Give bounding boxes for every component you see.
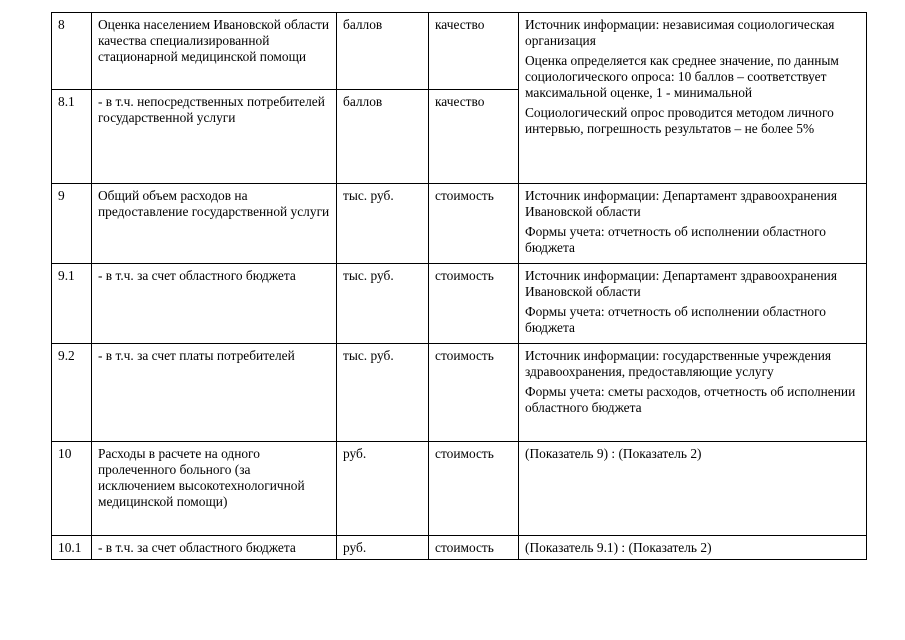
row-number: 9.1 xyxy=(52,264,92,344)
unit-cell: тыс. руб. xyxy=(337,344,429,442)
unit-cell: тыс. руб. xyxy=(337,184,429,264)
table-row xyxy=(52,13,867,90)
unit-cell: руб. xyxy=(337,536,429,560)
type-cell: качество xyxy=(429,90,519,184)
indicator-name: - в т.ч. непосредственных потребителей государственной услуги xyxy=(92,90,337,184)
description-cell xyxy=(519,13,867,184)
type-cell: стоимость xyxy=(429,264,519,344)
indicator-name: Общий объем расходов на предоставление государственной услуги xyxy=(92,184,337,264)
indicators-table xyxy=(51,12,867,560)
description-cell xyxy=(519,184,867,264)
table-row xyxy=(52,442,867,536)
description-line: Источник информации: государственные учреждения здравоохранения, предоставляющие услугу xyxy=(525,348,832,379)
row-number: 9.2 xyxy=(52,344,92,442)
description-cell xyxy=(519,442,867,536)
type-cell: качество xyxy=(429,13,519,90)
row-number: 10.1 xyxy=(52,536,92,560)
unit-cell: баллов xyxy=(337,13,429,90)
description-line: Формы учета: отчетность об исполнении областного бюджета xyxy=(525,224,826,255)
type-cell: стоимость xyxy=(429,442,519,536)
table-row xyxy=(52,536,867,560)
description-cell xyxy=(519,536,867,560)
description-line: Формы учета: сметы расходов, отчетность об исполнении областного бюджета xyxy=(525,384,856,415)
row-number: 9 xyxy=(52,184,92,264)
row-number: 8 xyxy=(52,13,92,90)
indicator-name: - в т.ч. за счет областного бюджета xyxy=(92,264,337,344)
table-row xyxy=(52,184,867,264)
type-cell: стоимость xyxy=(429,344,519,442)
unit-cell: баллов xyxy=(337,90,429,184)
description-line: (Показатель 9.1) : (Показатель 2) xyxy=(525,540,712,555)
description-line: Источник информации: независимая социологическая организация xyxy=(525,17,835,48)
indicator-name: - в т.ч. за счет областного бюджета xyxy=(92,536,337,560)
unit-cell: тыс. руб. xyxy=(337,264,429,344)
type-cell: стоимость xyxy=(429,184,519,264)
description-cell xyxy=(519,344,867,442)
table-row xyxy=(52,344,867,442)
indicator-name: Оценка населением Ивановской области качества специализированной стационарной медицинской помощи xyxy=(92,13,337,90)
type-cell: стоимость xyxy=(429,536,519,560)
row-number: 8.1 xyxy=(52,90,92,184)
row-number: 10 xyxy=(52,442,92,536)
description-line: Оценка определяется как среднее значение, по данным социологического опроса: 10 баллов – соответствует максимальной оценке, 1 - минимальной xyxy=(525,53,839,100)
indicator-name: Расходы в расчете на одного пролеченного больного (за исключением высокотехнологичной медицинской помощи) xyxy=(92,442,337,536)
indicator-name: - в т.ч. за счет платы потребителей xyxy=(92,344,337,442)
table-row xyxy=(52,264,867,344)
description-line: (Показатель 9) : (Показатель 2) xyxy=(525,446,702,461)
description-line: Источник информации: Департамент здравоохранения Ивановской области xyxy=(525,268,837,299)
description-cell xyxy=(519,264,867,344)
description-line: Социологический опрос проводится методом личного интервью, погрешность результатов – не более 5% xyxy=(525,105,834,136)
description-line: Формы учета: отчетность об исполнении областного бюджета xyxy=(525,304,826,335)
description-line: Источник информации: Департамент здравоохранения Ивановской области xyxy=(525,188,837,219)
unit-cell: руб. xyxy=(337,442,429,536)
